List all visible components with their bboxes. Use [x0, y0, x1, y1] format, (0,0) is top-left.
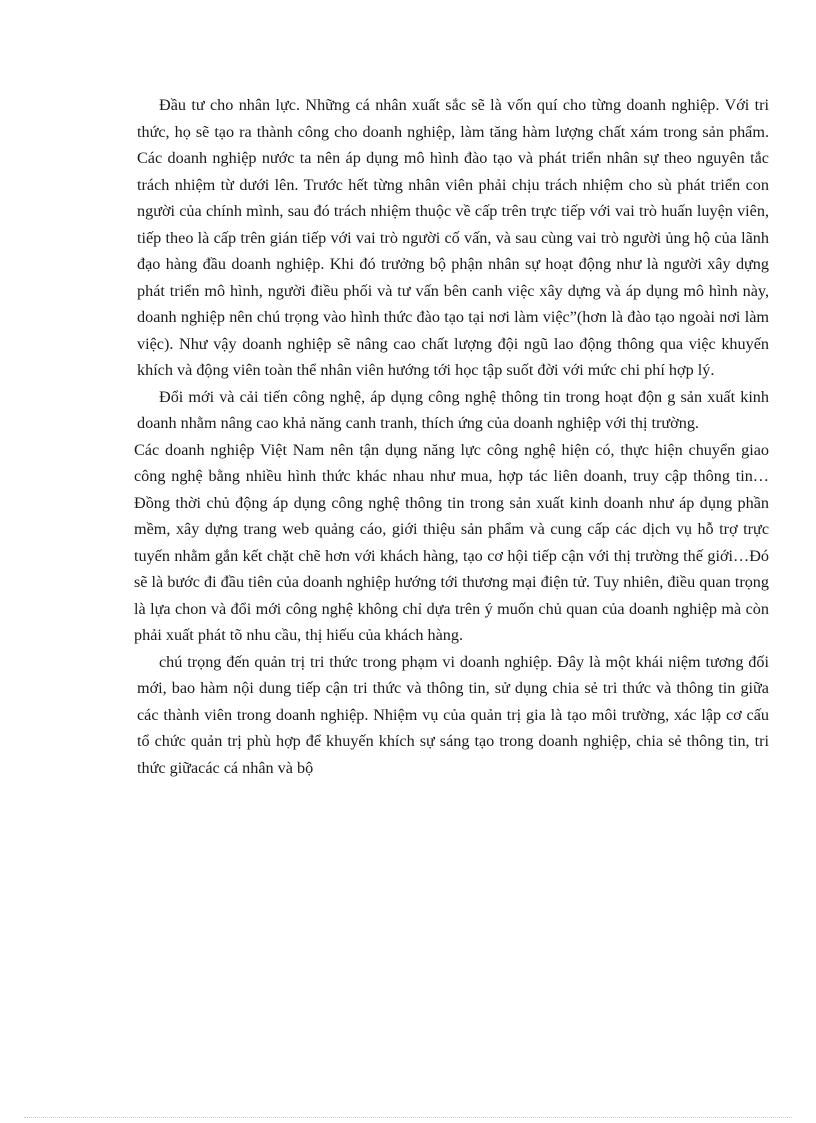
paragraph-human-resources: Đầu tư cho nhân lực. Những cá nhân xuất sắc sẽ là vốn quí cho từng doanh nghiệp. Với tri thức, họ sẽ tạo ra thành công cho doanh nghiệp, làm tăng hàm lượng chất xám trong sản phẩm. Các doanh nghiệp nước ta nên áp dụng mô hình đào tạo và phát triển nhân sự theo nguyên tắc trách nhiệm từ dưới lên. Trước hết từng nhân viên phải chịu trách nhiệm cho sù phát triển con người của chính mình, sau đó trách nhiệm thuộc về cấp trên trực tiếp với vai trò huấn luyện viên, tiếp theo là cấp trên gián tiếp với vai trò người cố vấn, và sau cùng vai trò người ủng hộ của lãnh đạo hàng đầu doanh nghiệp. Khi đó trưởng bộ phận nhân sự hoạt động như là người xây dựng phát triển mô hình, người điều phối và tư vấn bên canh việc xây dựng và áp dụng mô hình này, doanh nghiệp nên chú trọng vào hình thức đào tạo tại nơi làm việc”(hơn là đào tạo ngoài nơi làm việc). Như vậy doanh nghiệp sẽ nâng cao chất lượng đội ngũ lao động thông qua việc khuyến khích và động viên toàn thể nhân viên hướng tới học tập suốt đời với mức chi phí hợp lý.: [137, 96, 769, 379]
paragraph-technology-innovation: Đổi mới và cải tiến công nghệ, áp dụng công nghệ thông tin trong hoạt độn g sản xuất kinh doanh nhằm nâng cao khả năng canh tranh, thích ứng của doanh nghiệp với thị trường.: [137, 387, 769, 432]
body-text: [134, 92, 769, 781]
page-bottom-divider: [24, 1117, 792, 1118]
paragraph-knowledge-management: chú trọng đến quản trị tri thức trong phạm vi doanh nghiệp. Đây là một khái niệm tương đối mới, bao hàm nội dung tiếp cận tri thức và thông tin, sử dụng chia sẻ tri thức và thông tin giữa các thành viên trong doanh nghiệp. Nhiệm vụ của quản trị gia là tạo môi trường, xác lập cơ cấu tổ chức quản trị phù hợp để khuyến khích sự sáng tạo trong doanh nghiệp, chia sẻ thông tin, tri thức giữacác cá nhân và bộ: [137, 652, 769, 777]
paragraph-vietnam-enterprises: Các doanh nghiệp Việt Nam nên tận dụng năng lực công nghệ hiện có, thực hiện chuyển giao công nghệ bằng nhiều hình thức khác nhau như mua, hợp tác liên doanh, truy cập thông tin…Đồng thời chủ động áp dụng công nghệ thông tin trong sản xuất kinh doanh như áp dụng phần mềm, xây dựng trang web quảng cáo, giới thiệu sản phẩm và cung cấp các dịch vụ hỗ trợ trực tuyến nhằm gắn kết chặt chẽ hơn với khách hàng, tạo cơ hội tiếp cận với thị trường thế giới…Đó sẽ là bước đi đầu tiên của doanh nghiệp hướng tới thương mại điện tử. Tuy nhiên, điều quan trọng là lựa chon và đổi mới công nghệ không chỉ dựa trên ý muốn chủ quan của doanh nghiệp mà còn phải xuất phát tõ nhu cầu, thị hiếu của khách hàng.: [134, 440, 769, 644]
